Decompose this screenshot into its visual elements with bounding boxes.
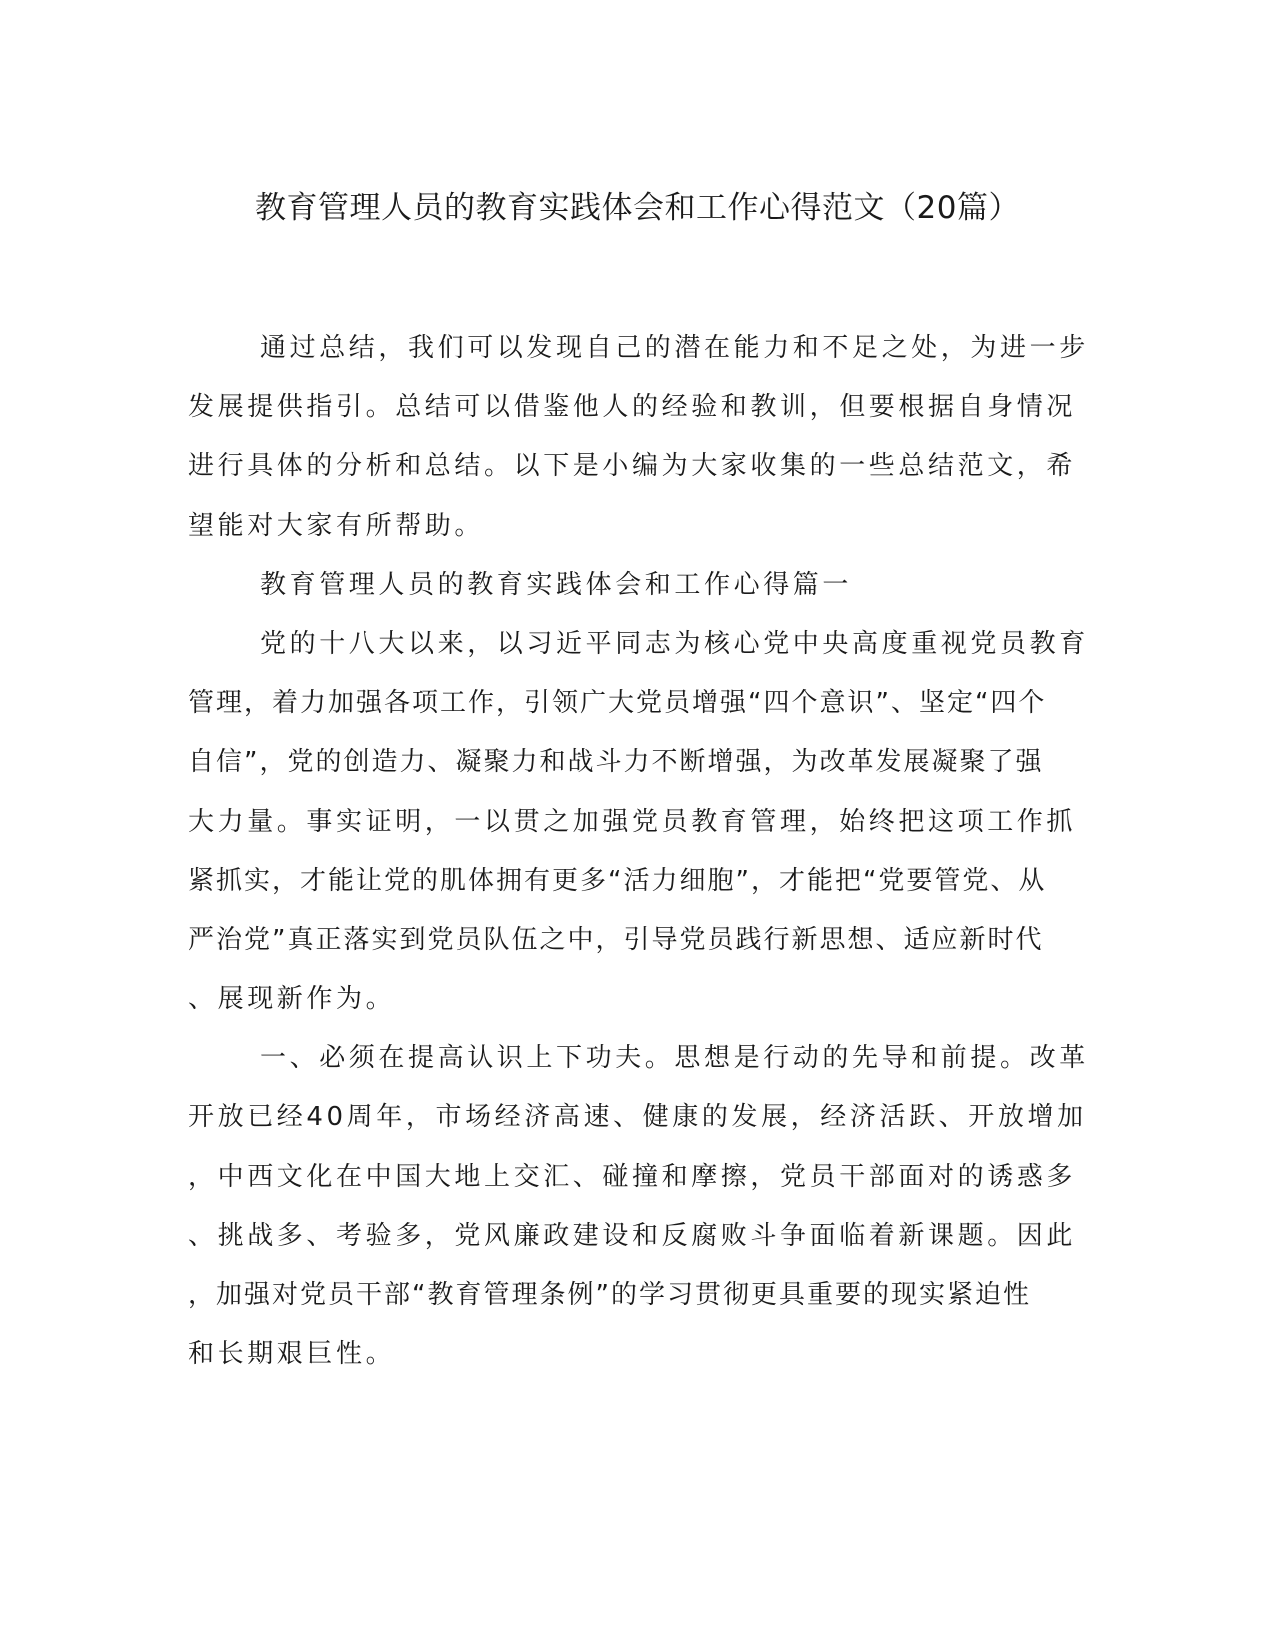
document-title: 教育管理人员的教育实践体会和工作心得范文（20篇） (255, 190, 1020, 226)
paragraph-line: 紧抓实，才能让党的肌体拥有更多“活力细胞”，才能把“党要管党、从 (188, 865, 1047, 896)
paragraph-line: 、挑战多、考验多，党风廉政建设和反腐败斗争面临着新课题。因此 (188, 1220, 1077, 1251)
paragraph-line: 一、必须在提高认识上下功夫。思想是行动的先导和前提。改革 (260, 1043, 1089, 1074)
paragraph-line: 通过总结，我们可以发现自己的潜在能力和不足之处，为进一步 (260, 333, 1089, 363)
paragraph-line: ，中西文化在中国大地上交汇、碰撞和摩擦，党员干部面对的诱惑多 (188, 1161, 1077, 1192)
paragraph-line: 进行具体的分析和总结。以下是小编为大家收集的一些总结范文，希 (188, 451, 1077, 482)
paragraph-line: 管理，着力加强各项工作，引领广大党员增强“四个意识”、坚定“四个 (188, 688, 1047, 719)
paragraph-line: 发展提供指引。总结可以借鉴他人的经验和教训，但要根据自身情况 (188, 392, 1077, 423)
paragraph-line: 和长期艰巨性。 (188, 1339, 396, 1370)
document-body (188, 319, 1089, 1384)
paragraph-line: 自信”，党的创造力、凝聚力和战斗力不断增强，为改革发展凝聚了强 (188, 747, 1044, 778)
paragraph-line: 开放已经40周年，市场经济高速、健康的发展，经济活跃、开放增加 (188, 1102, 1087, 1133)
paragraph-line: 大力量。事实证明，一以贯之加强党员教育管理，始终把这项工作抓 (188, 806, 1077, 837)
paragraph-line: 严治党”真正落实到党员队伍之中，引导党员践行新思想、适应新时代 (188, 924, 1044, 955)
paragraph-line: 望能对大家有所帮助。 (188, 510, 485, 541)
paragraph-line: 、展现新作为。 (188, 984, 396, 1015)
section-heading: 教育管理人员的教育实践体会和工作心得篇一 (260, 569, 853, 600)
paragraph-line: ，加强对党员干部“教育管理条例”的学习贯彻更具重要的现实紧迫性 (188, 1280, 1031, 1310)
paragraph-line: 党的十八大以来，以习近平同志为核心党中央高度重视党员教育 (260, 628, 1089, 659)
